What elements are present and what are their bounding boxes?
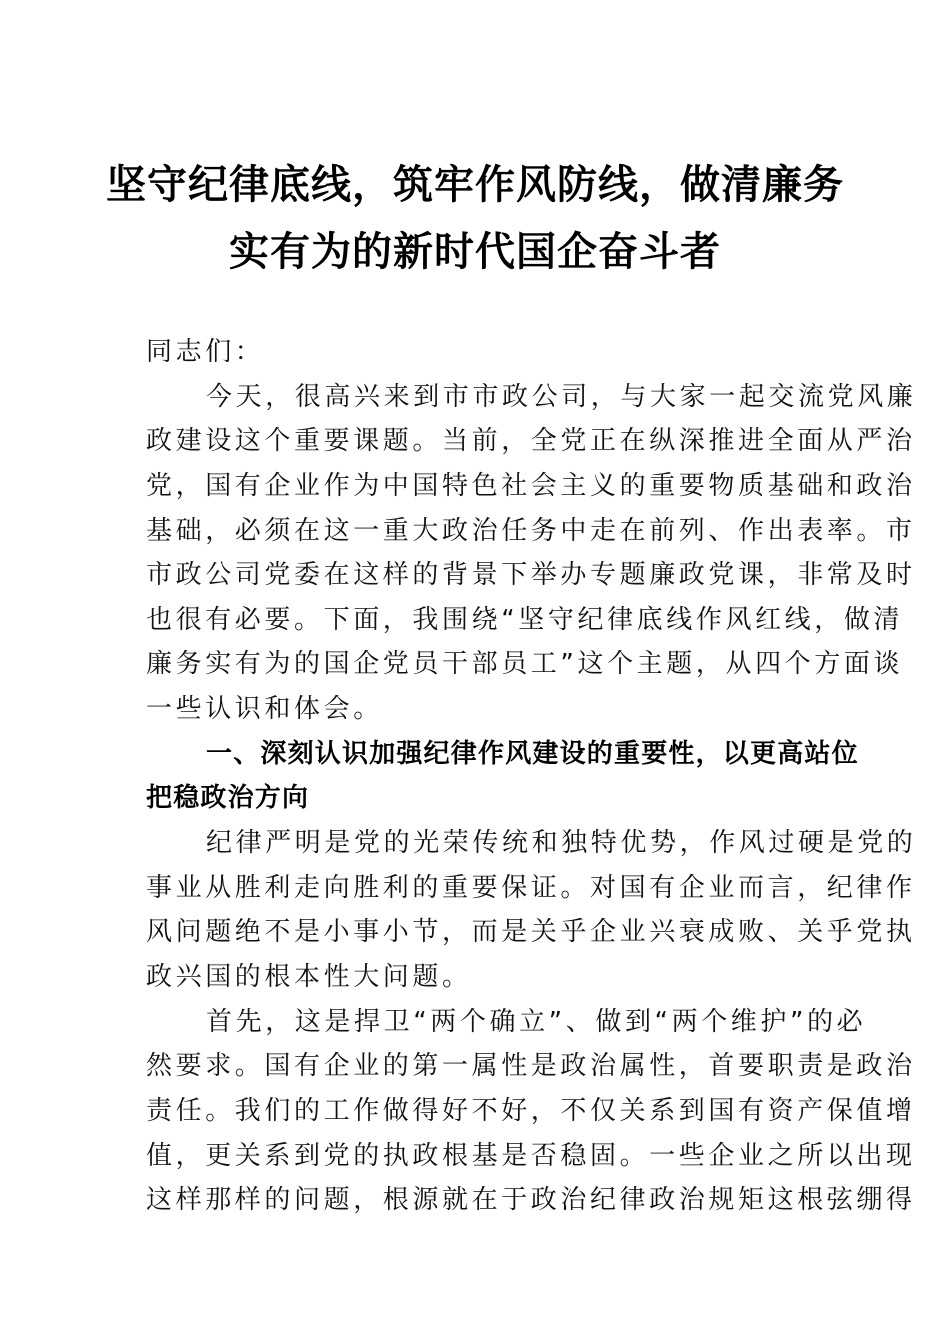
paragraph-3-line: 值，更关系到党的执政根基是否稳固。一些企业之所以出现 xyxy=(146,1140,916,1171)
paragraph-1-line: 一些认识和体会。 xyxy=(146,694,383,725)
paragraph-1-line: 基础，必须在这一重大政治任务中走在前列、作出表率。市 xyxy=(146,515,916,546)
paragraph-1-line: 党，国有企业作为中国特色社会主义的重要物质基础和政治 xyxy=(146,470,916,501)
paragraph-1-line: 也很有必要。下面，我围绕“坚守纪律底线作风红线，做清 xyxy=(146,604,904,635)
section-heading-1-line: 把稳政治方向 xyxy=(146,783,310,814)
paragraph-2-line: 风问题绝不是小事小节，而是关乎企业兴衰成败、关乎党执 xyxy=(146,917,916,948)
paragraph-2-line: 纪律严明是党的光荣传统和独特优势，作风过硬是党的 xyxy=(206,828,917,859)
paragraph-2-line: 事业从胜利走向胜利的重要保证。对国有企业而言，纪律作 xyxy=(146,872,916,903)
paragraph-3-line: 责任。我们的工作做得好不好，不仅关系到国有资产保值增 xyxy=(146,1095,916,1126)
salutation: 同志们： xyxy=(146,337,265,367)
paragraph-3-line: 这样那样的问题，根源就在于政治纪律政治规矩这根弦绷得 xyxy=(146,1185,916,1216)
paragraph-3-line: 然要求。国有企业的第一属性是政治属性，首要职责是政治 xyxy=(146,1051,916,1082)
paragraph-1-line: 今天，很高兴来到市市政公司，与大家一起交流党风廉 xyxy=(206,381,917,412)
paragraph-1-line: 市政公司党委在这样的背景下举办专题廉政党课，非常及时 xyxy=(146,560,916,591)
paragraph-1-line: 廉务实有为的国企党员干部员工”这个主题，从四个方面谈 xyxy=(146,649,904,680)
document-title-line-2: 实有为的新时代国企奋斗者 xyxy=(229,228,721,275)
paragraph-1-line: 政建设这个重要课题。当前，全党正在纵深推进全面从严治 xyxy=(146,426,916,457)
section-heading-1-line: 一、深刻认识加强纪律作风建设的重要性，以更高站位 xyxy=(206,738,859,769)
paragraph-2-line: 政兴国的根本性大问题。 xyxy=(146,961,472,992)
document-title-line-1: 坚守纪律底线，筑牢作风防线，做清廉务 xyxy=(106,161,844,208)
document-body xyxy=(146,330,917,1223)
paragraph-3-line: 首先，这是捍卫“两个确立”、做到“两个维护”的必 xyxy=(206,1006,867,1037)
